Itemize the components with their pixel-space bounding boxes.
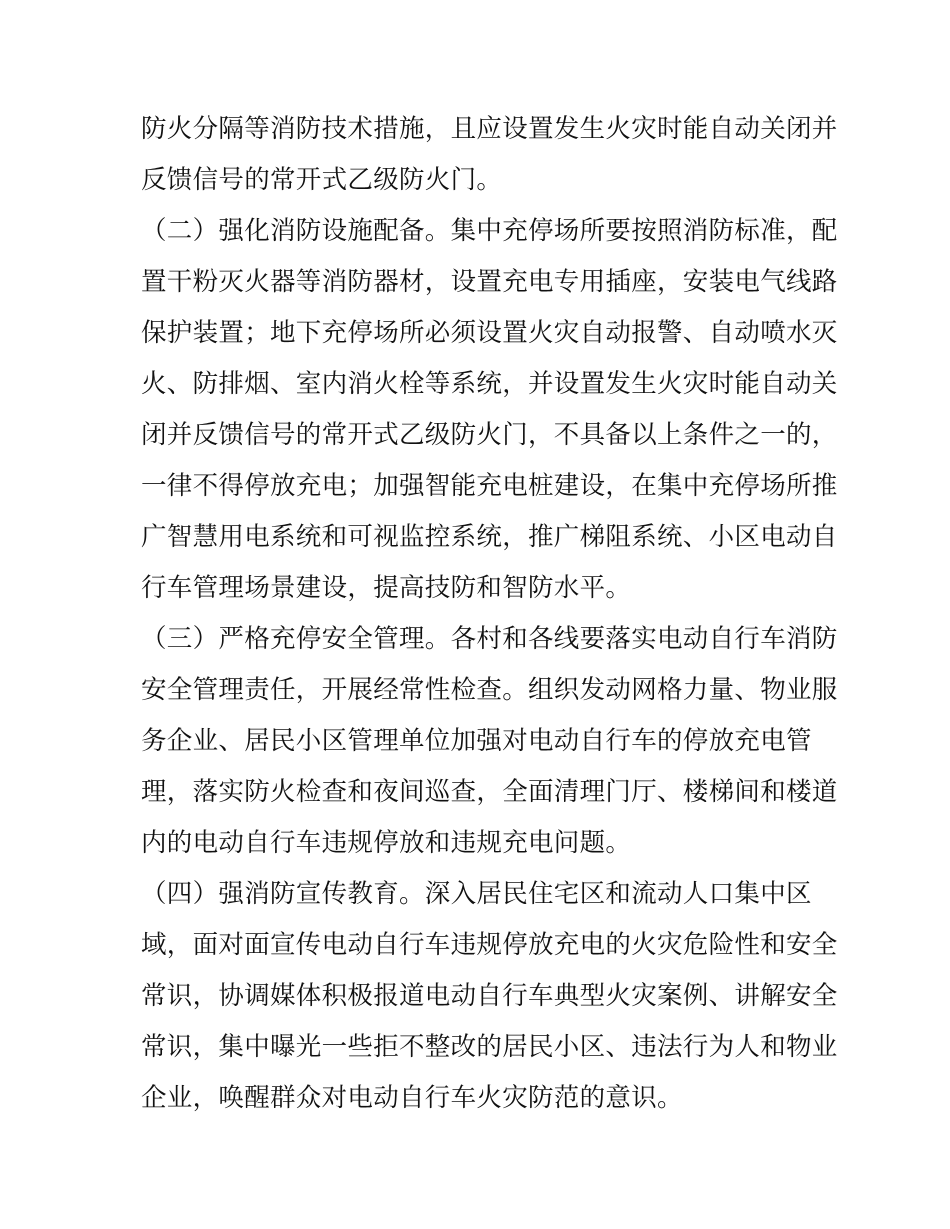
text-line: 反馈信号的常开式乙级防火门。 — [141, 165, 503, 195]
text-line: 火、防排烟、室内消火栓等系统，并设置发生火灾时能自动关 — [141, 369, 838, 399]
document-body — [141, 104, 838, 1124]
text-line: 防火分隔等消防技术措施，且应设置发生火灾时能自动关闭并 — [141, 114, 838, 144]
text-line: 一律不得停放充电；加强智能充电桩建设，在集中充停场所推 — [141, 471, 838, 501]
text-line: 常识，集中曝光一些拒不整改的居民小区、违法行为人和物业 — [141, 1032, 838, 1062]
text-line: 行车管理场景建设，提高技防和智防水平。 — [141, 573, 632, 603]
text-line: 域，面对面宣传电动自行车违规停放充电的火灾危险性和安全 — [141, 930, 838, 960]
text-line: 置干粉灭火器等消防器材，设置充电专用插座，安装电气线路 — [141, 267, 838, 297]
text-line: 常识，协调媒体积极报道电动自行车典型火灾案例、讲解安全 — [141, 981, 838, 1011]
text-line: 理，落实防火检查和夜间巡查，全面清理门厅、楼梯间和楼道 — [141, 777, 838, 807]
text-line: 广智慧用电系统和可视监控系统，推广梯阻系统、小区电动自 — [141, 522, 838, 552]
section-heading-line: （二）强化消防设施配备。集中充停场所要按照消防标准，配 — [141, 216, 838, 246]
text-line: 闭并反馈信号的常开式乙级防火门，不具备以上条件之一的， — [141, 420, 838, 450]
section-heading-line: （四）强消防宣传教育。深入居民住宅区和流动人口集中区 — [141, 879, 812, 909]
text-line: 务企业、居民小区管理单位加强对电动自行车的停放充电管 — [141, 726, 812, 756]
section-heading-line: （三）严格充停安全管理。各村和各线要落实电动自行车消防 — [141, 624, 838, 654]
text-line: 安全管理责任，开展经常性检查。组织发动网格力量、物业服 — [141, 675, 838, 705]
text-line: 保护装置；地下充停场所必须设置火灾自动报警、自动喷水灭 — [141, 318, 838, 348]
text-line: 内的电动自行车违规停放和违规充电问题。 — [141, 828, 632, 858]
text-line: 企业，唤醒群众对电动自行车火灾防范的意识。 — [141, 1083, 683, 1113]
